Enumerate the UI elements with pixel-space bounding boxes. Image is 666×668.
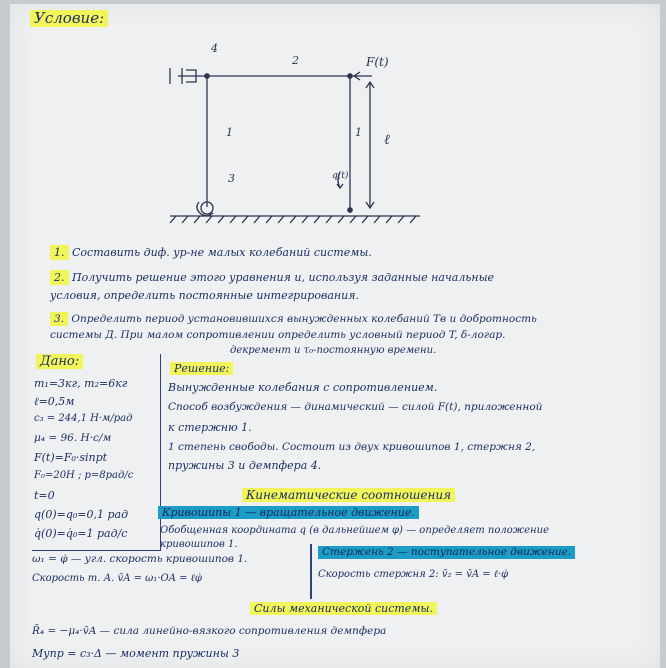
diagram-label-2: 2 xyxy=(292,54,299,67)
rod-motion-label: Стержень 2 — поступательное движение. xyxy=(318,546,575,559)
mechanism-diagram xyxy=(10,4,660,234)
solution-line: Способ возбуждения — динамический — силой F(t), приложенной xyxy=(168,401,543,413)
diagram-label-3: 3 xyxy=(228,172,235,185)
given-line: t=0 xyxy=(34,489,55,502)
given-line: ℓ=0,5м xyxy=(34,395,75,408)
diagram-label-l: ℓ xyxy=(384,132,390,148)
angular-velocity-line: ω₁ = φ̇ — угл. скорость кривошипов 1. xyxy=(32,553,248,565)
task-1: 1. Составить диф. ур-не малых колебаний системы. xyxy=(50,247,372,258)
given-line: F₀=20Н ; p=8рад/с xyxy=(34,470,134,481)
given-line: m₁=3кг, m₂=6кг xyxy=(34,377,128,390)
task-3-line-1: 3. Определить период установившихся вынужденных колебаний Tв и добротность xyxy=(50,314,537,325)
column-divider xyxy=(310,544,312,599)
given-line: q̇(0)=q̇₀=1 рад/с xyxy=(34,527,128,540)
given-line: μ₄ = 96. Н·с/м xyxy=(34,432,112,444)
rod-velocity-line: Скорость стержня 2: v̄₂ = v̄A = ℓ·φ̇ xyxy=(318,569,509,580)
page-title: Условие: xyxy=(30,10,108,27)
spring-moment-line: Mупр = c₃·Δ — момент пружины 3 xyxy=(32,647,240,660)
given-title: Дано: xyxy=(36,354,83,369)
task-2-line-1: 2. Получить решение этого уравнения и, используя заданные начальные xyxy=(50,272,494,283)
diagram-label-1-left: 1 xyxy=(226,126,233,139)
point-a-velocity-line: Скорость т. А. v̄A = ω₁·OA = ℓφ̇ xyxy=(32,573,202,584)
damper-force-line: R̄₄ = −μ₄·v̄A — сила линейно-вязкого сопротивления демпфера xyxy=(32,625,387,637)
forces-title: Силы механической системы. xyxy=(250,602,437,615)
solution-line: Вынужденные колебания с сопротивлением. xyxy=(168,381,438,394)
diagram-label-1-right: 1 xyxy=(355,126,362,139)
diagram-label-force: F(t) xyxy=(366,55,389,69)
given-line: q(0)=q₀=0,1 рад xyxy=(34,508,129,521)
task-3-line-3: декремент и τ₀-постоянную времени. xyxy=(230,345,437,356)
task-3-line-2: системы Д. При малом сопротивлении определить условный период T, δ-логар. xyxy=(50,329,506,341)
solution-line: к стержню 1. xyxy=(168,421,252,434)
generalized-coordinate-line-1: Обобщенная координата q (в дальнейшем φ) — определяет положение xyxy=(160,525,549,536)
solution-title: Решение: xyxy=(170,362,233,375)
task-2-line-2: условия, определить постоянные интегрирования. xyxy=(50,289,360,302)
notebook-page xyxy=(10,4,660,668)
given-line: c₃ = 244,1 Н·м/рад xyxy=(34,413,133,424)
solution-line: 1 степень свободы. Состоит из двух кривошипов 1, стержня 2, xyxy=(168,441,536,453)
diagram-label-4: 4 xyxy=(211,42,218,55)
crank-motion-label: Кривошипы 1 — вращательное движение. xyxy=(158,506,419,519)
diagram-label-q: q(t) xyxy=(332,171,349,181)
solution-line: пружины 3 и демпфера 4. xyxy=(168,459,322,472)
given-line: F(t)=F₀·sinpt xyxy=(34,451,108,464)
generalized-coordinate-line-2: кривошипов 1. xyxy=(160,539,238,550)
kinematics-title: Кинематические соотношения xyxy=(242,488,455,502)
